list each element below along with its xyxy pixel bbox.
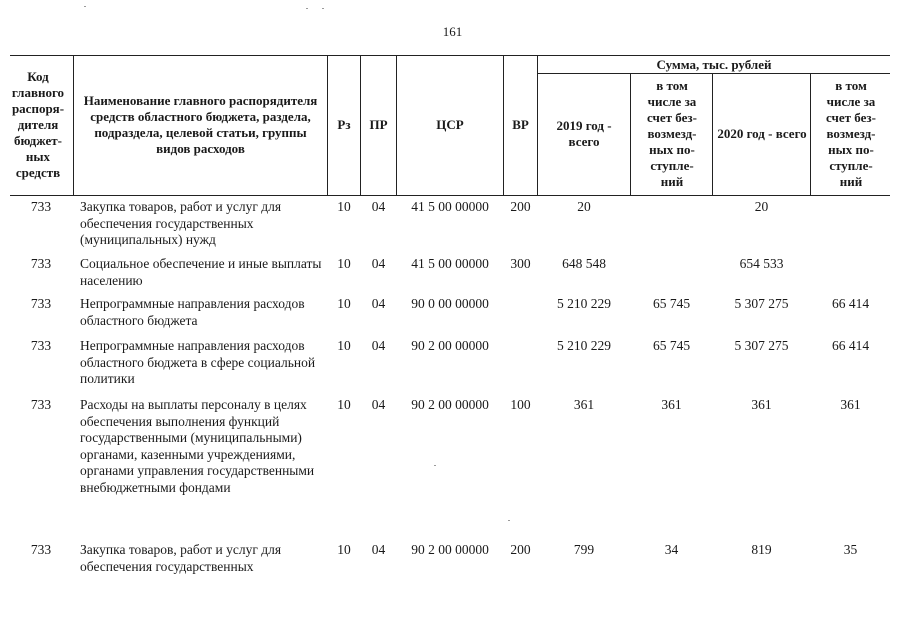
header-name: Наименование главного распорядителя средств областного бюджета, раздела, подраздела, целевой статьи, группы видов расходов <box>83 93 318 156</box>
page-number: 161 <box>442 24 463 39</box>
row-2019-grants: 65 745 <box>652 338 691 353</box>
row-csr: 90 0 00 00000 <box>411 296 489 311</box>
col-divider <box>73 55 74 196</box>
row-2019-grants: 34 <box>664 542 679 557</box>
row-vr: 100 <box>510 397 531 412</box>
row-csr: 90 2 00 00000 <box>411 338 489 353</box>
header-vr: ВР <box>512 117 529 132</box>
row-2019-total: 361 <box>573 397 595 412</box>
row-2020-total: 654 533 <box>739 256 784 271</box>
row-csr: 90 2 00 00000 <box>411 542 489 557</box>
header-2020-total: 2020 год - всего <box>717 126 807 141</box>
row-rz: 10 <box>337 199 351 214</box>
row-2020-grants: 66 414 <box>831 296 870 311</box>
row-code: 733 <box>30 199 52 214</box>
row-pr: 04 <box>371 542 386 557</box>
row-vr: 200 <box>510 542 531 557</box>
scan-speck <box>508 520 510 521</box>
row-pr: 04 <box>371 199 386 214</box>
row-name: Непрограммные направления расходов областного бюджета в сфере социальной политики <box>80 338 316 386</box>
row-2019-total: 5 210 229 <box>557 338 611 353</box>
row-2019-total: 5 210 229 <box>557 296 611 311</box>
header-code: Код главного распоря- дителя бюджет- ных средств <box>11 69 65 180</box>
row-csr: 41 5 00 00000 <box>411 256 489 271</box>
row-pr: 04 <box>371 296 386 311</box>
row-csr: 41 5 00 00000 <box>411 199 489 214</box>
row-2020-total: 5 307 275 <box>734 338 789 353</box>
header-bottom-border <box>10 195 890 196</box>
row-code: 733 <box>30 542 52 557</box>
row-2019-grants: 65 745 <box>652 296 691 311</box>
col-divider <box>810 73 811 196</box>
row-code: 733 <box>30 397 52 412</box>
row-rz: 10 <box>337 542 351 557</box>
row-name: Закупка товаров, работ и услуг для обеспечения государственных (муниципальных) нужд <box>80 199 282 247</box>
row-2019-total: 799 <box>573 542 595 557</box>
row-pr: 04 <box>371 397 386 412</box>
row-pr: 04 <box>371 338 386 353</box>
row-2019-total: 20 <box>577 199 591 214</box>
row-code: 733 <box>30 256 52 271</box>
row-rz: 10 <box>337 256 351 271</box>
scan-speck <box>434 465 436 466</box>
row-name: Непрограммные направления расходов областного бюджета <box>80 296 305 328</box>
row-2020-grants: 66 414 <box>831 338 870 353</box>
header-2019-grants: в том числе за счет без- возмезд- ных по- ступле- ний <box>647 78 697 189</box>
row-2019-total: 648 548 <box>562 256 606 271</box>
col-divider <box>712 73 713 196</box>
row-name: Закупка товаров, работ и услуг для обеспечения государственных <box>80 542 282 574</box>
row-rz: 10 <box>337 296 351 311</box>
row-rz: 10 <box>337 338 351 353</box>
col-divider <box>537 55 538 196</box>
row-2020-total: 819 <box>751 542 772 557</box>
header-pr: ПР <box>369 117 388 132</box>
row-vr: 300 <box>510 256 531 271</box>
header-sum: Сумма, тыс. рублей <box>656 56 772 72</box>
row-csr: 90 2 00 00000 <box>411 397 489 412</box>
row-rz: 10 <box>337 397 351 412</box>
row-name: Расходы на выплаты персоналу в целях обеспечения выполнения функций государственными (муниципальными) органами, казенными учреждениями, органами управления государственными внебюджетными фондами <box>80 397 315 495</box>
row-2020-total: 361 <box>751 397 772 412</box>
row-code: 733 <box>30 338 52 353</box>
row-code: 733 <box>30 296 52 311</box>
col-divider <box>630 73 631 196</box>
header-2020-grants: в том числе за счет без- возмезд- ных по- ступле- ний <box>826 78 876 189</box>
row-2019-grants: 361 <box>661 397 682 412</box>
row-2020-grants: 35 <box>843 542 858 557</box>
scan-speck <box>306 8 308 9</box>
row-pr: 04 <box>371 256 386 271</box>
header-csr: ЦСР <box>436 117 464 132</box>
row-2020-total: 5 307 275 <box>734 296 789 311</box>
row-vr: 200 <box>510 199 531 214</box>
scan-speck <box>84 6 86 7</box>
row-2020-grants: 361 <box>840 397 861 412</box>
header-rz: Рз <box>337 117 351 132</box>
header-2019-total: 2019 год - всего <box>556 118 612 149</box>
scan-speck <box>322 8 324 9</box>
row-name: Социальное обеспечение и иные выплаты населению <box>80 256 322 288</box>
row-2020-total: 20 <box>754 199 769 214</box>
